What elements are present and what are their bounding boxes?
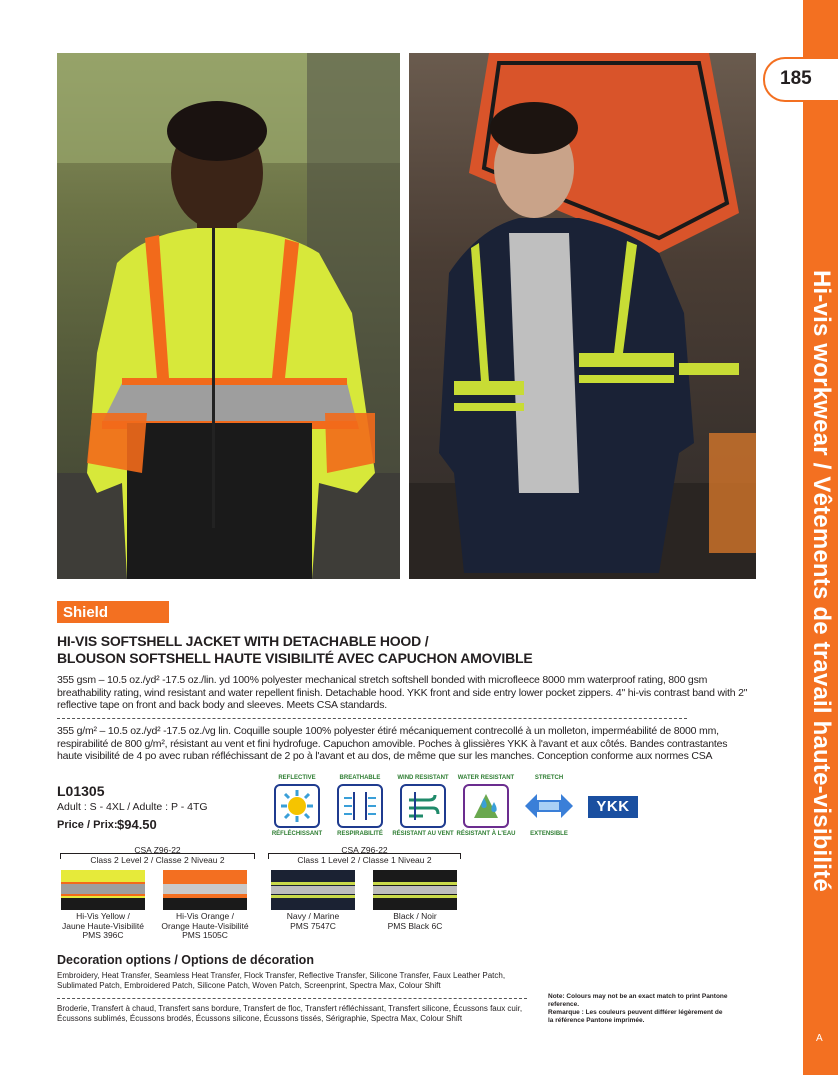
color-label-yellow: Hi-Vis Yellow / Jaune Haute-Visibilité PMS 396C [61, 911, 145, 940]
product-description-fr: 355 g/m² – 10.5 oz./yd² -17.5 oz./vg lin. Coquille souple 100% polyester étiré mécaniquement contrecollé à un molleton, imperméabilité de 8000 mm, respirabilité de 800 g/m², résistant au vent et fini hydrofuge. Capuchon amovible. Poches à glissières YKK à l'avant et aux côtés. Bandes contrastantes haute visibilité de 4 po avec ruban réfléchissant de 2 po à l'avant et au dos, de même que sur les manches. Conception conforme aux normes CSA [57, 725, 728, 762]
divider [57, 718, 687, 719]
csa-class1: CSA Z96-22 Class 1 Level 2 / Classe 1 Niveau 2 [297, 845, 432, 865]
product-title-fr: BLOUSON SOFTSHELL HAUTE VISIBILITÉ AVEC CAPUCHON AMOVIBLE [57, 650, 533, 666]
price-value: $94.50 [117, 817, 157, 832]
feature-wind-resistant: WIND RESISTANT RÉSISTANT AU VENT [392, 775, 454, 837]
color-swatch-black [373, 870, 457, 910]
color-swatch-navy [271, 870, 355, 910]
csa-class2: CSA Z96-22 Class 2 Level 2 / Classe 2 Niveau 2 [90, 845, 225, 865]
decoration-title: Decoration options / Options de décoration [57, 953, 314, 967]
color-swatch-orange [163, 870, 247, 910]
side-letter: A [816, 1033, 823, 1044]
colour-note: Note: Colours may not be an exact match to print Pantone reference. Remarque : Les couleurs peuvent différer légèrement de la référence Pantone imprimée. [548, 993, 728, 1024]
product-photo-navy [409, 53, 756, 579]
breathable-icon [337, 784, 383, 828]
feature-water-resistant: WATER RESISTANT RÉSISTANT À L'EAU [456, 775, 516, 837]
ykk-logo: YKK [588, 796, 638, 818]
style-code: L01305 [57, 783, 105, 799]
section-title: Hi-vis workwear / Vêtements de travail haute-visibilité [808, 270, 835, 892]
feature-reflective: REFLECTIVE RÉFLÉCHISSANT [271, 775, 323, 837]
product-title-en: HI-VIS SOFTSHELL JACKET WITH DETACHABLE HOOD / [57, 633, 429, 649]
color-swatch-yellow [61, 870, 145, 910]
decoration-list-fr: Broderie, Transfert à chaud, Transfert sans bordure, Transfert de floc, Transfert réfléchissant, Transfert silicone, Écussons faux cuir, Écussons sublimés, Écussons brodés, Écussons silicone, Écussons tissés, Sérigraphie, Spectra Max, Colour Shift [57, 1004, 523, 1023]
stretch-icon [523, 784, 575, 828]
divider [57, 998, 527, 999]
page-number: 185 [780, 68, 812, 89]
water-icon [463, 784, 509, 828]
color-label-black: Black / Noir PMS Black 6C [387, 911, 443, 931]
wind-icon [400, 784, 446, 828]
color-label-navy: Navy / Marine PMS 7547C [286, 911, 340, 931]
feature-breathable: BREATHABLE RESPIRABILITÉ [337, 775, 383, 837]
price-label: Price / Prix: [57, 819, 118, 831]
product-title [57, 633, 533, 667]
color-label-orange: Hi-Vis Orange / Orange Haute-Visibilité PMS 1505C [161, 911, 249, 940]
product-photo-yellow [57, 53, 400, 579]
product-description-en: 355 gsm – 10.5 oz./yd² -17.5 oz./lin. yd 100% polyester mechanical stretch softshell bonded with microfleece 8000 mm waterproof rating, 800 gsm breathability rating, wind resistant and water repellent finish. Detachable hood. YKK front and side entry lower pocket zippers. 4" hi-vis contrast band with 2" reflective tape on front and back body and sleeves. Meets CSA standards. [57, 674, 748, 711]
brand-label: Shield [57, 601, 169, 623]
decoration-list-en: Embroidery, Heat Transfer, Seamless Heat Transfer, Flock Transfer, Reflective Transfer, Silicone Transfer, Faux Leather Patch, Sublimated Patch, Embroidered Patch, Silicone Patch, Woven Patch, Screenprint, Spectra Max, Colour Shift [57, 971, 506, 990]
feature-stretch: STRETCH EXTENSIBLE [517, 775, 581, 837]
reflective-icon [274, 784, 320, 828]
size-range: Adult : S - 4XL / Adulte : P - 4TG [57, 801, 208, 813]
